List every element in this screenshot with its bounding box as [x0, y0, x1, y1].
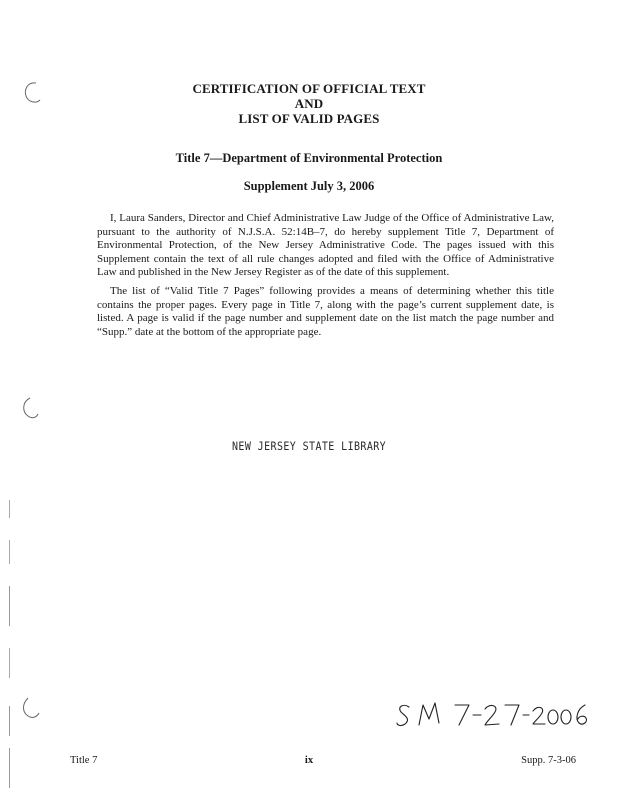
scan-mark — [9, 706, 10, 736]
binder-hole-bottom-icon — [20, 696, 40, 722]
header-line-2: AND — [294, 96, 324, 111]
supplement-title: Supplement July 3, 2006 — [243, 179, 375, 193]
scan-mark — [9, 540, 10, 564]
handwritten-note — [395, 697, 595, 733]
valid-pages-paragraph: The list of “Valid Title 7 Pages” following provides a means of determining whether this title contains the proper pages. Every page in Title 7, along with the page’s current supplement date, is listed. A page is valid if the page number and supplement date on the list match the page number and “Supp.” date at the bottom of the appropriate page. — [97, 285, 554, 338]
library-stamp: NEW JERSEY STATE LIBRARY — [232, 441, 387, 454]
scan-mark — [9, 748, 10, 788]
certification-header — [0, 81, 618, 126]
scan-mark — [9, 586, 10, 626]
scan-mark — [9, 648, 10, 678]
header-line-3: LIST OF VALID PAGES — [238, 111, 380, 126]
footer-title: Title 7 — [70, 755, 98, 766]
footer-supplement-date: Supp. 7-3-06 — [521, 755, 576, 766]
binder-hole-middle-icon — [20, 396, 40, 422]
department-title: Title 7—Department of Environmental Protection — [175, 151, 443, 165]
certification-paragraph: I, Laura Sanders, Director and Chief Administrative Law Judge of the Office of Administrative Law, pursuant to the authority of N.J.S.A. 52:14B–7, do hereby supplement Title 7, Department of Environmental Protection, of the New Jersey Administrative Code. The pages issued with this Supplement contain the text of all rule changes adopted and filed with the Office of Administrative Law and published in the New Jersey Register as of the date of this supplement. — [97, 212, 554, 279]
header-line-1: CERTIFICATION OF OFFICIAL TEXT — [192, 81, 426, 96]
scan-mark — [9, 500, 10, 518]
footer-page-number: ix — [304, 755, 314, 766]
